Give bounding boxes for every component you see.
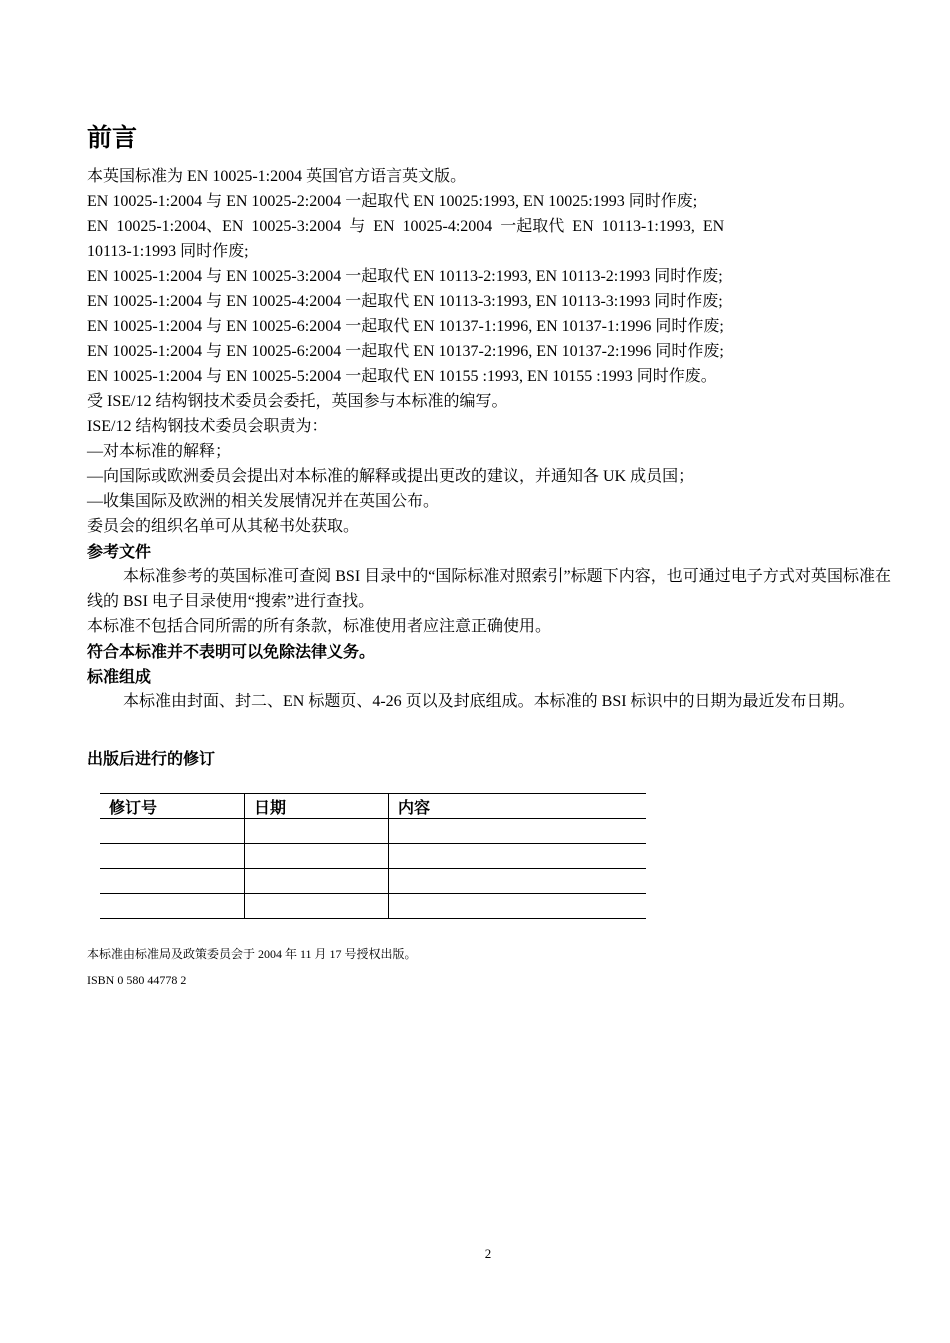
references-paragraph: 本标准参考的英国标准可查阅 BSI 目录中的“国际标准对照索引”标题下内容，也可通过电子方式对英国标准在线的 BSI 电子目录使用“搜索”进行查找。: [87, 568, 891, 610]
page-title: 前言: [87, 123, 138, 152]
replacement-line-long: EN 10025-1:2004、EN 10025-3:2004 与 EN 10025-4:2004 一起取代 EN 10113-1:1993, EN: [87, 218, 725, 235]
table-cell: [245, 894, 389, 919]
header-amendment-no: 修订号: [100, 794, 245, 819]
table-row: [100, 869, 646, 894]
document-page: [87, 120, 891, 993]
table-cell: [389, 869, 647, 894]
header-date: 日期: [245, 794, 389, 819]
replacement-line: EN 10025-1:2004 与 EN 10025-6:2004 一起取代 EN 10137-2:1996, EN 10137-2:1996 同时作废;: [87, 343, 724, 360]
replacement-line: EN 10025-1:2004 与 EN 10025-5:2004 一起取代 EN 10155 :1993, EN 10155 :1993 同时作废。: [87, 368, 717, 385]
intro-line: 本英国标准为 EN 10025-1:2004 英国官方语言英文版。: [87, 168, 467, 185]
legal-obligation-note: 符合本标准并不表明可以免除法律义务。: [87, 642, 376, 661]
table-cell: [245, 819, 389, 844]
table-row: [100, 819, 646, 844]
table-cell: [100, 894, 245, 919]
committee-line: 受 ISE/12 结构钢技术委员会委托，英国参与本标准的编写。: [87, 393, 508, 410]
composition-paragraph: 本标准由封面、封二、EN 标题页、4-26 页以及封底组成。本标准的 BSI 标识中的日期为最近发布日期。: [123, 693, 855, 710]
page-number: 2: [484, 1246, 492, 1261]
contract-note: 本标准不包括合同所需的所有条款，标准使用者应注意正确使用。: [87, 618, 552, 635]
table-row: [100, 894, 646, 919]
committee-line: —对本标准的解释；: [87, 443, 232, 460]
committee-line: —向国际或欧洲委员会提出对本标准的解释或提出更改的建议，并通知各 UK 成员国；: [87, 468, 695, 485]
revision-heading: 出版后进行的修订: [87, 749, 216, 768]
table-cell: [245, 869, 389, 894]
replacement-line-long-cont: 10113-1:1993 同时作废;: [87, 243, 249, 260]
table-cell: [245, 844, 389, 869]
committee-line: 委员会的组织名单可从其秘书处获取。: [87, 518, 360, 535]
committee-line: —收集国际及欧洲的相关发展情况并在英国公布。: [87, 493, 440, 510]
table-cell: [100, 819, 245, 844]
table-cell: [100, 844, 245, 869]
revision-table: [100, 793, 646, 919]
revision-table-header-row: [100, 794, 646, 819]
table-cell: [389, 844, 647, 869]
section-heading-references: 参考文件: [87, 542, 152, 561]
table-cell: [389, 819, 647, 844]
replacement-line: EN 10025-1:2004 与 EN 10025-6:2004 一起取代 EN 10137-1:1996, EN 10137-1:1996 同时作废;: [87, 318, 724, 335]
section-heading-composition: 标准组成: [87, 667, 152, 686]
header-content: 内容: [389, 794, 647, 819]
table-cell: [389, 894, 647, 919]
intro-line: EN 10025-1:2004 与 EN 10025-2:2004 一起取代 EN 10025:1993, EN 10025:1993 同时作废;: [87, 193, 698, 210]
table-row: [100, 844, 646, 869]
replacement-line: EN 10025-1:2004 与 EN 10025-4:2004 一起取代 EN 10113-3:1993, EN 10113-3:1993 同时作废;: [87, 293, 723, 310]
authorization-footnote: 本标准由标准局及政策委员会于 2004 年 11 月 17 号授权出版。: [87, 947, 417, 961]
committee-line: ISE/12 结构钢技术委员会职责为：: [87, 418, 328, 435]
replacement-line: EN 10025-1:2004 与 EN 10025-3:2004 一起取代 EN 10113-2:1993, EN 10113-2:1993 同时作废;: [87, 268, 723, 285]
table-cell: [100, 869, 245, 894]
isbn-line: ISBN 0 580 44778 2: [87, 973, 187, 987]
